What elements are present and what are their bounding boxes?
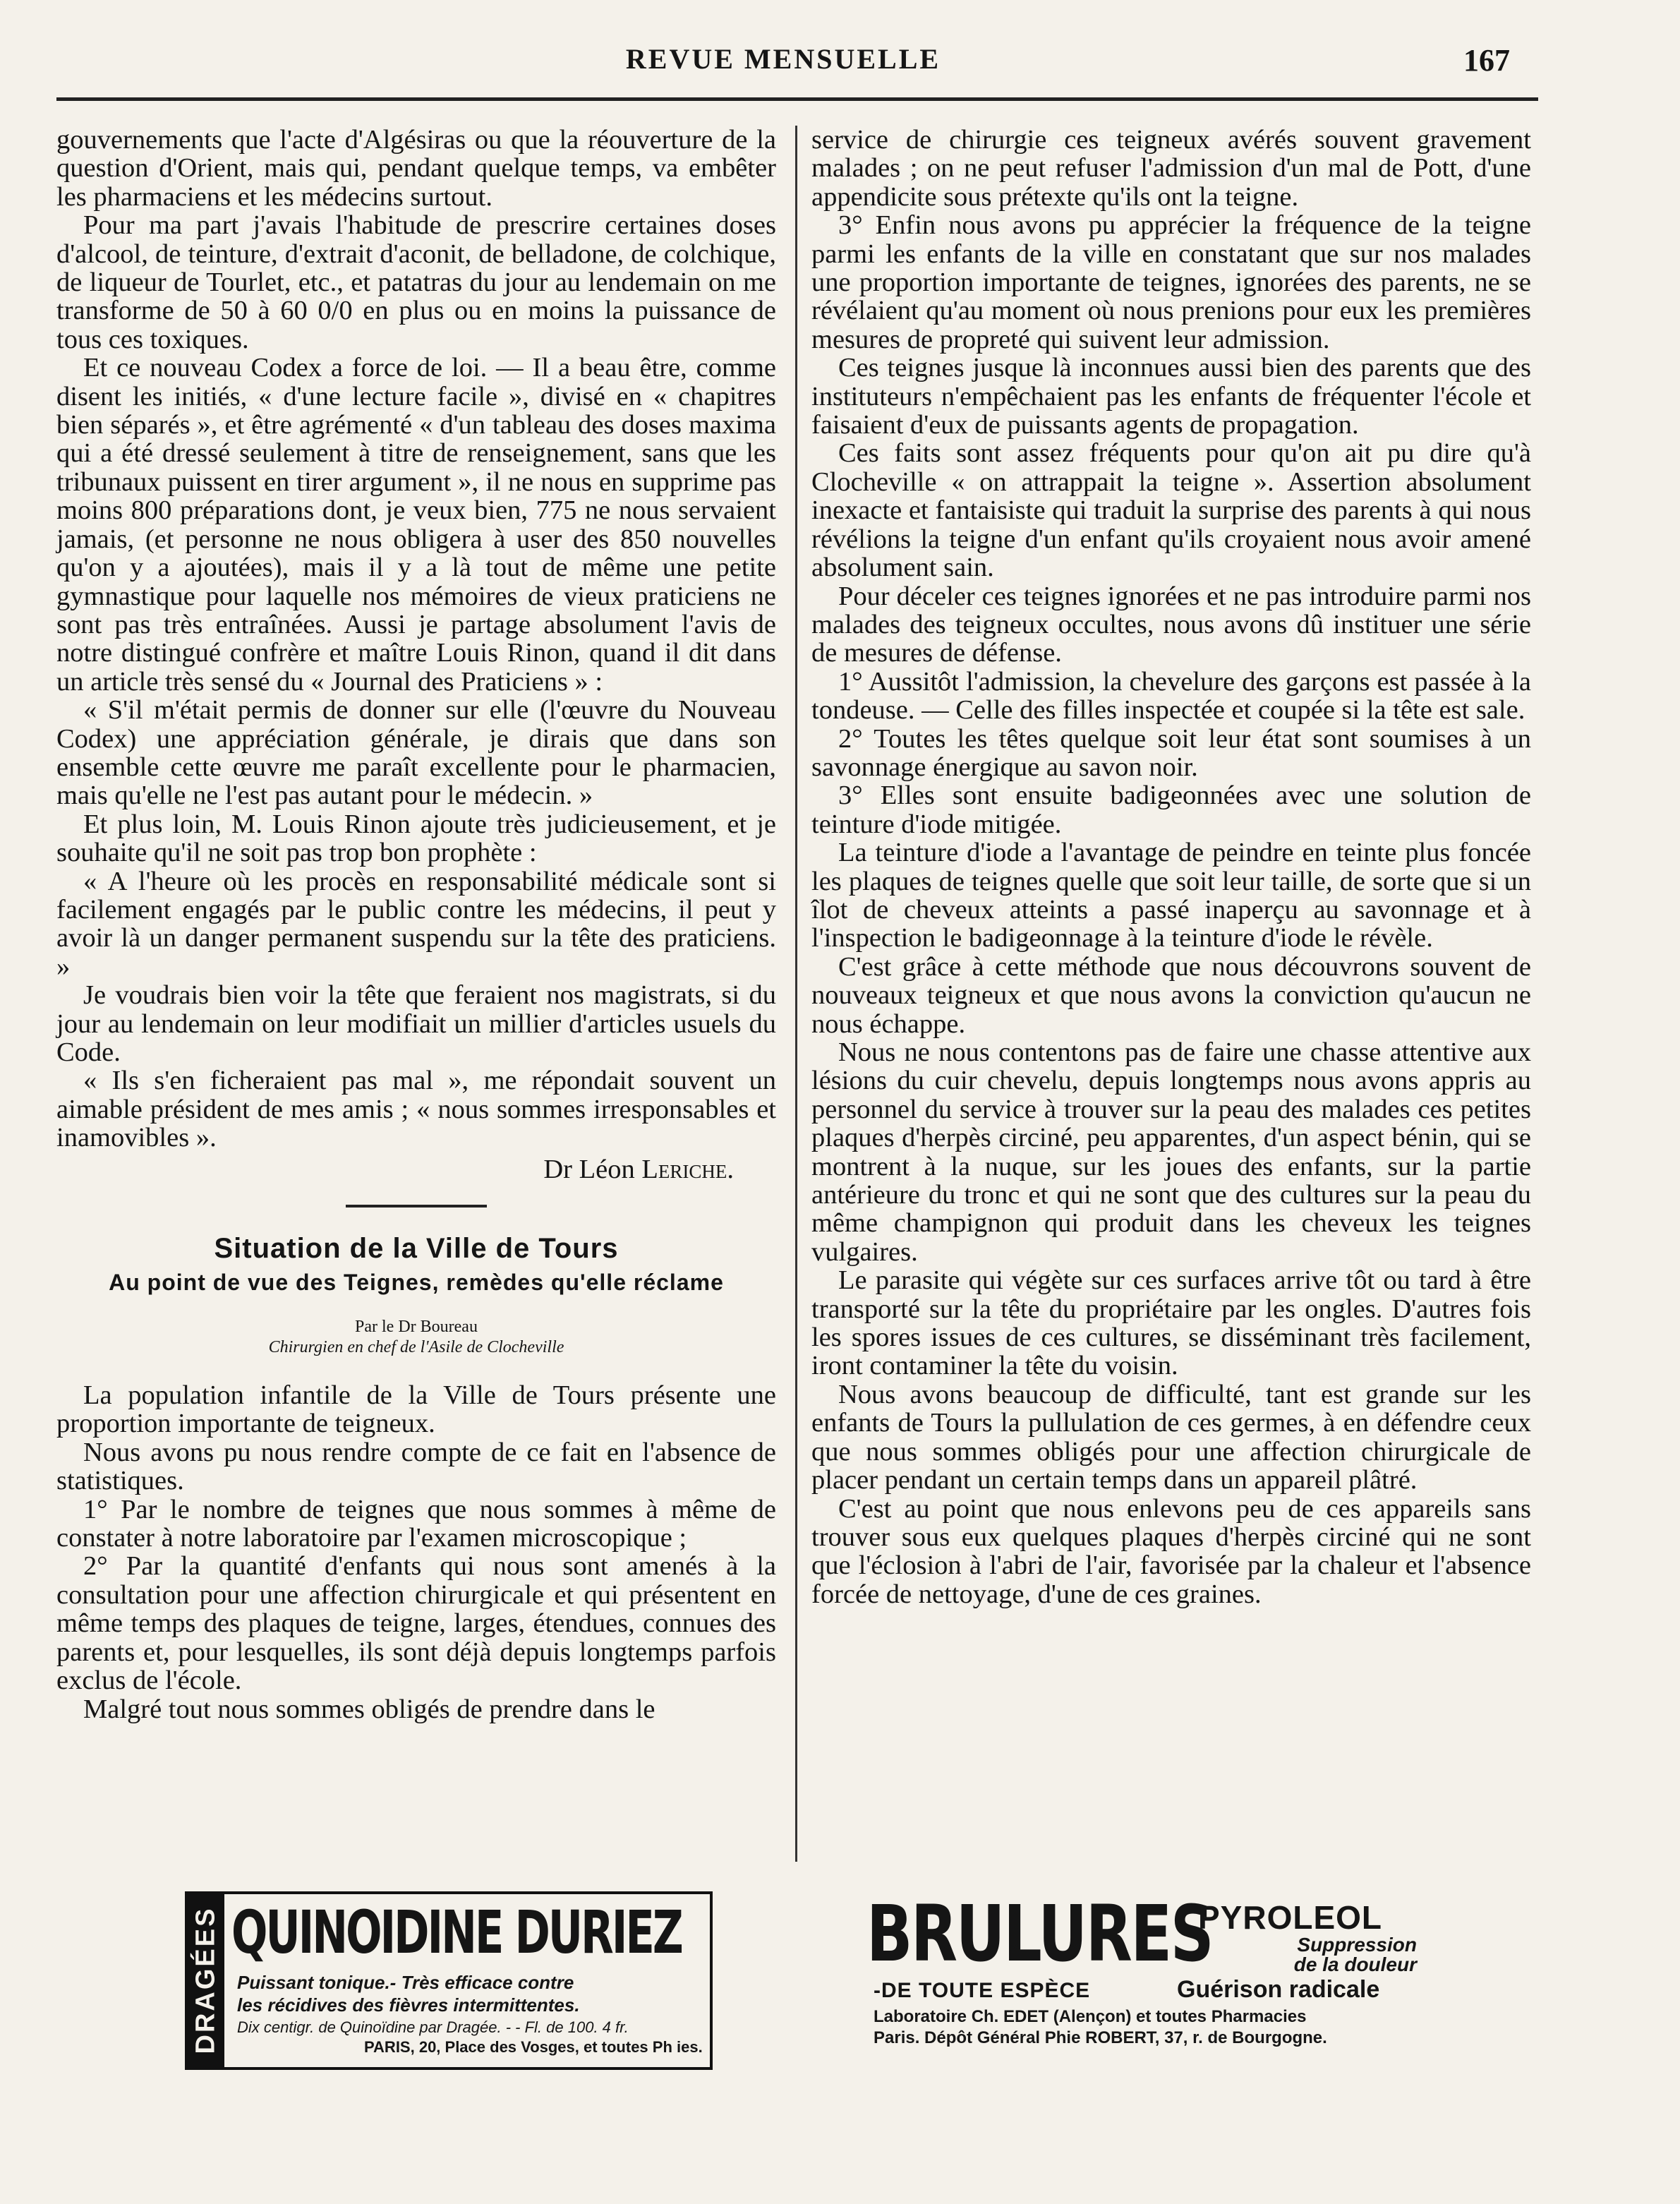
signature-prefix: Dr Léon: [543, 1154, 635, 1184]
paragraph: La teinture d'iode a l'avantage de peindre en teinte plus foncée les plaques de teignes quelle que soit leur taille, de sorte que si un îlot de cheveux atteints a passé inaperçu au savonnage et à l'inspection le badigeonnage à la teinture d'iode le révèle.: [811, 838, 1531, 953]
ad-cure: Guérison radicale: [1177, 1976, 1380, 2003]
paragraph: La population infantile de la Ville de Tours présente une proportion importante de teigneux.: [56, 1380, 776, 1439]
article-affiliation: Chirurgien en chef de l'Asile de Clocheville: [268, 1338, 564, 1357]
paragraph: Nous avons beaucoup de difficulté, tant est grande sur les enfants de Tours la pullulation de ces germes, à en défendre ceux que nous sommes obligés pour une affection chirurgicale de placer pendant un certain temps dans un appareil plâtré.: [811, 1379, 1531, 1495]
left-column: [56, 126, 776, 1723]
paragraph: « Ils s'en ficheraient pas mal », me répondait souvent un aimable président de mes amis ; « nous sommes irresponsables et inamovibles ».: [56, 1066, 776, 1153]
paragraph: Pour ma part j'avais l'habitude de prescrire certaines doses d'alcool, de teinture, d'extrait d'aconit, de belladone, de colchique, de liqueur de Tourlet, etc., et patatras du jour au lendemain on me transforme de 50 à 60 0/0 en plus ou en moins la puissance de tous ces toxiques.: [56, 210, 776, 354]
ad-line: les récidives des fièvres intermittentes.: [237, 1994, 580, 2016]
ad-brand: BRULURES: [866, 1889, 1213, 1979]
paragraph: Pour déceler ces teignes ignorées et ne pas introduire parmi nos malades des teigneux occultes, nous avons dû instituer une série de mesures de défense.: [811, 581, 1531, 668]
paragraph: Nous ne nous contentons pas de faire une chasse attentive aux lésions du cuir chevelu, depuis longtemps nous avons appris au personnel du service à trouver sur la peau des malades ces petites plaques d'herpès circiné, peu apparentes, d'un aspect bénin, qui se montrent à la nuque, sur les joues des enfants, sur la partie antérieure du tronc et qui ne sont que des cultures sur la peau du même champignon qui produit dans les cheveux les teignes vulgaires.: [811, 1037, 1531, 1267]
quote-paragraph: « A l'heure où les procès en responsabilité médicale sont si facilement engagés par le public contre les médecins, il peut y avoir là un danger permanent suspendu sur la tête des praticiens. »: [56, 866, 776, 982]
ad-tagline: [1205, 1935, 1417, 1975]
ad-brand: QUINOIDINE DURIEZ: [231, 1898, 682, 1967]
paragraph: Je voudrais bien voir la tête que feraient nos magistrats, si du jour au lendemain on leur modifiait un millier d'articles usuels du Code.: [56, 980, 776, 1067]
signature: [56, 1155, 776, 1184]
paragraph: Ces faits sont assez fréquents pour qu'on ait pu dire qu'à Clocheville « on attrappait la teigne ». Assertion absolument inexacte et fantaisiste qui traduit la surprise des parents à qui nous révélions la teigne d'un enfant qu'ils croyaient nous avoir amené absolument sain.: [811, 438, 1531, 583]
ad-vertical-label: DRAGÉES: [191, 1906, 221, 2054]
page-header: [56, 42, 1510, 85]
ad-tagline-line: de la douleur: [1293, 1953, 1417, 1975]
ad-line: Puissant tonique.- Très efficace contre: [237, 1972, 574, 1993]
paragraph: Malgré tout nous sommes obligés de prendre dans le: [83, 1694, 655, 1724]
paragraph: service de chirurgie ces teigneux avérés souvent gravement malades ; on ne peut refuser l'admission d'un mal de Pott, d'une appendicite sous prétexte qu'ils ont la teigne.: [811, 125, 1531, 212]
article-byline: Par le Dr Boureau: [355, 1318, 478, 1337]
paragraph: gouvernements que l'acte d'Algésiras ou que la réouverture de la question d'Orient, mais qui, pendant quelque temps, va embêter les pharmaciens et les médecins surtout.: [56, 125, 776, 212]
section-divider: [346, 1205, 487, 1208]
paragraph: Et ce nouveau Codex a force de loi. — Il a beau être, comme disent les initiés, « d'une lecture facile », divisé en « chapitres bien séparés », et être agrémenté « d'un tableau des doses maxima qui a été dressé seulement à titre de renseignement, sans que les tribunaux puissent en tirer argument », il ne nous en supprime pas moins 800 préparations dont, je veux bien, 775 ne nous servaient jamais, (et personne ne nous obligera à user des 850 nouvelles qu'on y a ajoutées), mais il y a là tout de même une petite gymnastique pour laquelle nos mémoires de vieux praticiens ne sont pas très entraînées. Aussi je partage absolument l'avis de notre distingué confrère et maître Louis Rinon, quand il dit dans un article très sensé du « Journal des Praticiens » :: [56, 353, 776, 697]
quinoidine-advertisement: [185, 1891, 713, 2070]
ad-vertical-band: [188, 1894, 224, 2067]
ad-product: PYROLEOL: [1198, 1899, 1383, 1936]
signature-name: Leriche.: [641, 1154, 734, 1184]
paragraph: C'est grâce à cette méthode que nous découvrons souvent de nouveaux teigneux et que nous avons la conviction qu'aucun ne nous échappe.: [811, 951, 1531, 1039]
ad-laboratory: Laboratoire Ch. EDET (Alençon) et toutes Pharmacies: [874, 2007, 1307, 2026]
ad-address: PARIS, 20, Place des Vosges, et toutes Ph ies.: [364, 2038, 703, 2056]
page-number: 167: [1463, 43, 1510, 78]
pyroleol-advertisement: [866, 1891, 1431, 2064]
article-subtitle: Au point de vue des Teignes, remèdes qu'elle réclame: [109, 1270, 724, 1296]
paragraph: C'est au point que nous enlevons peu de ces appareils sans trouver sous eux quelques plaques d'herpès circiné qui ne sont que l'éclosion à l'abri de l'air, favorisée par la chaleur et l'absence forcée de nettoyage, d'une de ces graines.: [811, 1493, 1531, 1609]
paragraph: Et plus loin, M. Louis Rinon ajoute très judicieusement, et je souhaite qu'il ne soit pas trop bon prophète :: [56, 809, 776, 868]
paragraph: 1° Par le nombre de teignes que nous sommes à même de constater à notre laboratoire par l'examen microscopique ;: [56, 1494, 776, 1553]
ad-kind: -DE TOUTE ESPÈCE: [874, 1979, 1091, 2002]
column-divider: [795, 126, 797, 1862]
paragraph: Le parasite qui végète sur ces surfaces arrive tôt ou tard à être transporté sur la tête du propriétaire par les ongles. D'autres fois les spores issues de ces cultures, se disséminant très facilement, iront contaminer la tête du voisin.: [811, 1265, 1531, 1381]
paragraph: Nous avons pu nous rendre compte de ce fait en l'absence de statistiques.: [56, 1437, 776, 1496]
ad-tagline-line: Suppression: [1297, 1934, 1417, 1956]
header-rule: [56, 97, 1538, 101]
quote-paragraph: « S'il m'était permis de donner sur elle (l'œuvre du Nouveau Codex) une appréciation générale, je dirais que dans son ensemble cette œuvre me paraît excellente pour le pharmacien, mais qu'elle ne l'est pas autant pour le médecin. »: [56, 695, 776, 811]
paragraph: 1° Aussitôt l'admission, la chevelure des garçons est passée à la tondeuse. — Celle des filles inspectée et coupée si la tête est sale.: [811, 666, 1531, 725]
paragraph: 3° Elles sont ensuite badigeonnées avec une solution de teinture d'iode mitigée.: [811, 781, 1531, 839]
paragraph: 2° Par la quantité d'enfants qui nous sont amenés à la consultation pour une affection chirurgicale et qui présentent en même temps des plaques de teigne, larges, étendues, connues des parents et, pour lesquelles, ils sont déjà depuis longtemps parfois exclus de l'école.: [56, 1551, 776, 1696]
paragraph: 3° Enfin nous avons pu apprécier la fréquence de la teigne parmi les enfants de la ville en constatant que sur nos malades une proportion importante de teignes, ignorées des parents, ne se révélaient qu'au moment où nous prenions pour eux les premières mesures de propreté qui suivent leur admission.: [811, 210, 1531, 354]
ad-depot: Paris. Dépôt Général Phie ROBERT, 37, r. de Bourgogne.: [874, 2028, 1327, 2047]
paragraph: Ces teignes jusque là inconnues aussi bien des parents que des instituteurs n'empêchaient pas les enfants de fréquenter l'école et faisaient d'eux de puissants agents de propagation.: [811, 353, 1531, 440]
paragraph: 2° Toutes les têtes quelque soit leur état sont soumises à un savonnage énergique au savon noir.: [811, 723, 1531, 782]
ad-line: Dix centigr. de Quinoïdine par Dragée. - - Fl. de 100. 4 fr.: [237, 2018, 629, 2036]
journal-title: REVUE MENSUELLE: [625, 43, 941, 75]
article-title: Situation de la Ville de Tours: [214, 1233, 619, 1265]
right-column: [811, 126, 1531, 1608]
